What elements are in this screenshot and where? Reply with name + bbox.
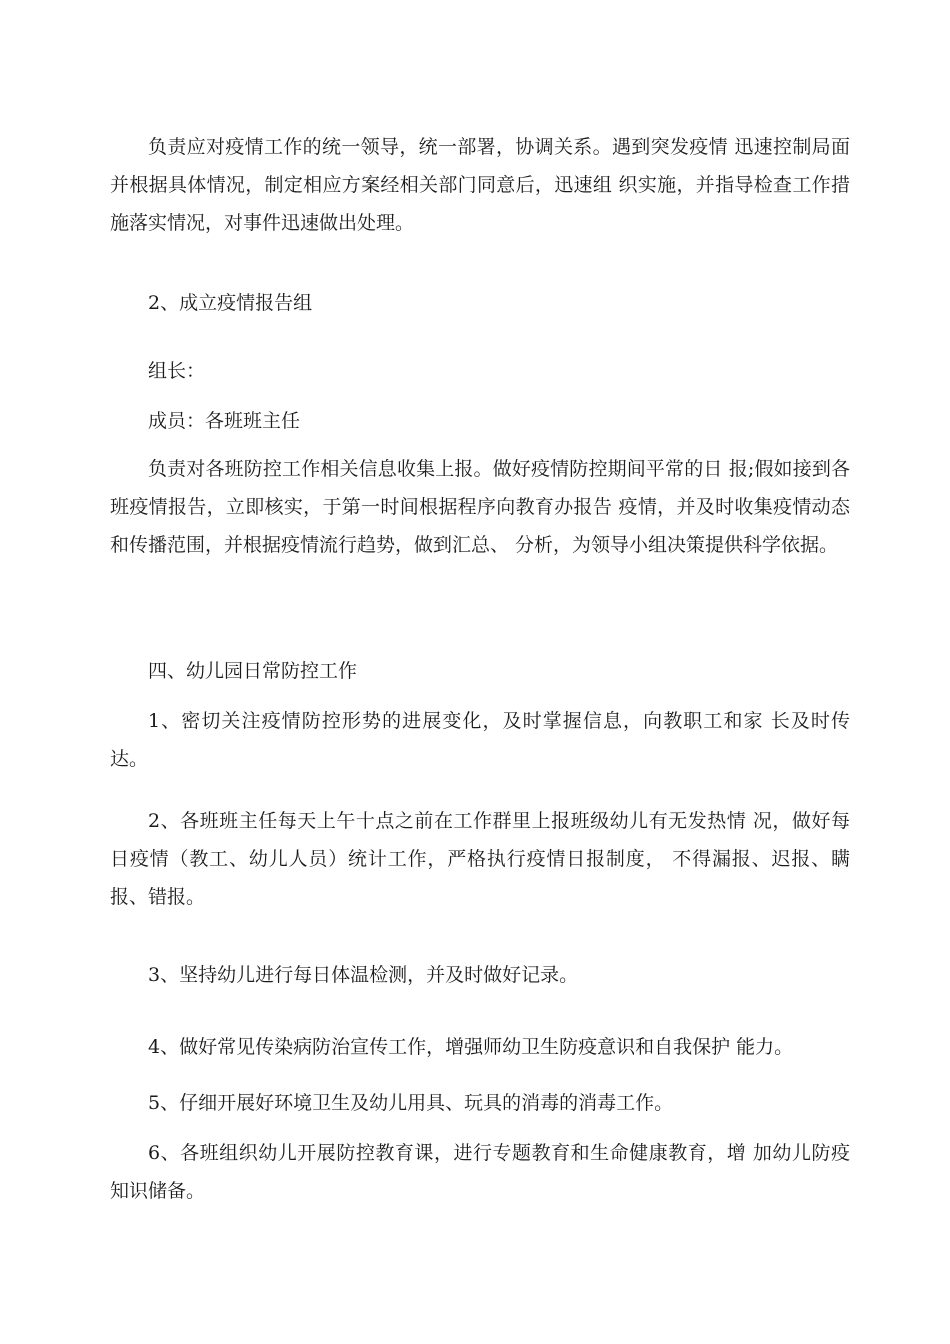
paragraph-leadership-duties: 负责应对疫情工作的统一领导，统一部署，协调关系。遇到突发疫情 迅速控制局面并根据具体情况，制定相应方案经相关部门同意后，迅速组 织实施，并指导检查工作措施落实情况，对事件迅速做出处理。	[110, 136, 850, 234]
paragraph-group-members: 成员：各班班主任	[148, 410, 301, 432]
paragraph-item-2: 2、各班班主任每天上午十点之前在工作群里上报班级幼儿有无发热情 况，做好每日疫情（教工、幼儿人员）统计工作，严格执行疫情日报制度， 不得漏报、迟报、瞒报、错报。	[110, 810, 850, 908]
paragraph-item-6: 6、各班组织幼儿开展防控教育课，进行专题教育和生命健康教育，增 加幼儿防疫知识储备。	[110, 1142, 850, 1202]
paragraph-item-1: 1、密切关注疫情防控形势的进展变化，及时掌握信息，向教职工和家 长及时传达。	[110, 710, 850, 770]
paragraph-report-group-heading: 2、成立疫情报告组	[148, 292, 313, 314]
paragraph-item-5: 5、仔细开展好环境卫生及幼儿用具、玩具的消毒的消毒工作。	[148, 1092, 674, 1114]
section-heading-daily-prevention: 四、幼儿园日常防控工作	[148, 660, 358, 682]
paragraph-report-duties: 负责对各班防控工作相关信息收集上报。做好疫情防控期间平常的日 报;假如接到各班疫情报告，立即核实，于第一时间根据程序向教育办报告 疫情，并及时收集疫情动态和传播范围，并根据疫情流行趋势，做到汇总、 分析，为领导小组决策提供科学依据。	[110, 458, 850, 556]
paragraph-item-3: 3、坚持幼儿进行每日体温检测，并及时做好记录。	[148, 964, 579, 986]
paragraph-group-leader: 组长：	[148, 360, 206, 382]
paragraph-item-4: 4、做好常见传染病防治宣传工作，增强师幼卫生防疫意识和自我保护 能力。	[148, 1036, 794, 1058]
